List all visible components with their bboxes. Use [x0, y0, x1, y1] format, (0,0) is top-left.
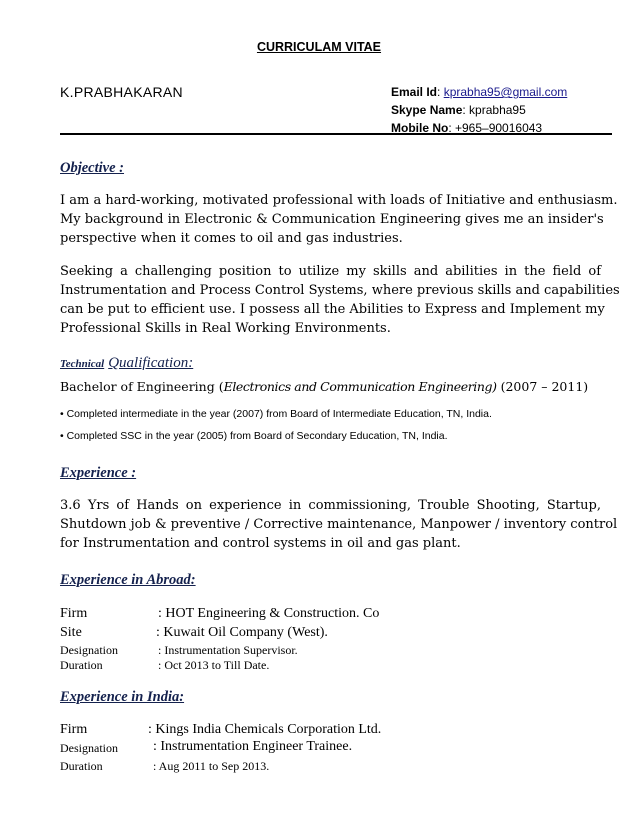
email-line: Email Id: kprabha95@gmail.com — [391, 85, 568, 99]
paragraph-line: I am a hard-working, motivated professional with loads of Initiative and enthusiasm. — [60, 193, 618, 208]
paragraph-line: Shutdown job & preventive / Corrective maintenance, Manpower / inventory control — [60, 517, 618, 532]
paragraph-line: can be put to efficient use. I possess all the Abilities to Express and Implement my — [60, 302, 605, 317]
abroad-duration-value: : Oct 2013 to Till Date. — [158, 658, 270, 672]
abroad-site-label: Site — [60, 625, 82, 640]
abroad-designation-label: Designation — [60, 643, 118, 657]
email-link[interactable]: kprabha95@gmail.com — [443, 85, 568, 99]
skype-value: kprabha95 — [469, 103, 526, 117]
paragraph-line: Seeking a challenging position to utilize my skills and abilities in the field of — [60, 264, 601, 279]
india-designation-value: : Instrumentation Engineer Trainee. — [153, 739, 353, 754]
paragraph-line: for Instrumentation and control systems in oil and gas plant. — [60, 536, 461, 551]
paragraph-line: 3.6 Yrs of Hands on experience in commissioning, Trouble Shooting, Startup, — [60, 498, 601, 513]
abroad-designation-value: : Instrumentation Supervisor. — [158, 643, 298, 657]
mobile-value: +965–90016043 — [455, 121, 543, 135]
experience-heading: Experience : — [60, 465, 137, 481]
qualification-heading — [60, 354, 193, 372]
experience-paragraph — [60, 496, 618, 553]
india-designation-label: Designation — [60, 741, 118, 755]
qualification-heading-big: Qualification: — [108, 355, 194, 371]
paragraph-line: perspective when it comes to oil and gas industries. — [60, 231, 403, 246]
bullet-ssc: • Completed SSC in the year (2005) from Board of Secondary Education, TN, India. — [60, 430, 448, 442]
india-firm-value: : Kings India Chemicals Corporation Ltd. — [148, 722, 382, 737]
skype-line: Skype Name: kprabha95 — [391, 103, 526, 117]
objective-paragraph-1 — [60, 191, 618, 248]
objective-heading: Objective : — [60, 160, 125, 176]
abroad-duration-label: Duration — [60, 658, 103, 672]
india-duration-label: Duration — [60, 759, 103, 773]
objective-paragraph-2 — [60, 262, 620, 338]
mobile-line: Mobile No: +965–90016043 — [391, 121, 543, 135]
india-firm-label: Firm — [60, 722, 88, 737]
abroad-site-value: : Kuwait Oil Company (West). — [156, 625, 328, 640]
abroad-firm-value: : HOT Engineering & Construction. Co — [158, 606, 380, 621]
abroad-firm-label: Firm — [60, 606, 88, 621]
degree-prefix: Bachelor of Engineering ( — [60, 379, 224, 394]
header-divider — [60, 133, 612, 135]
candidate-name: K.PRABHAKARAN — [60, 84, 183, 100]
bullet-intermediate: • Completed intermediate in the year (2007) from Board of Intermediate Education, TN, India. — [60, 408, 492, 420]
abroad-heading: Experience in Abroad: — [60, 572, 196, 588]
degree-field: Electronics and Communication Engineering) — [223, 379, 497, 394]
qualification-heading-small: Technical — [60, 358, 105, 370]
paragraph-line: Instrumentation and Process Control Systems, where previous skills and capabilities — [60, 283, 620, 298]
india-heading: Experience in India: — [60, 689, 185, 705]
page-title: CURRICULAM VITAE — [256, 40, 382, 54]
mobile-label: Mobile No — [391, 121, 449, 135]
email-label: Email Id — [391, 85, 438, 99]
degree-years: (2007 – 2011) — [496, 379, 589, 394]
india-duration-value: : Aug 2011 to Sep 2013. — [153, 759, 270, 773]
paragraph-line: My background in Electronic & Communication Engineering gives me an insider's — [60, 212, 604, 227]
skype-label: Skype Name — [391, 103, 463, 117]
paragraph-line: Professional Skills in Real Working Environments. — [60, 321, 391, 336]
degree-line — [60, 379, 588, 394]
